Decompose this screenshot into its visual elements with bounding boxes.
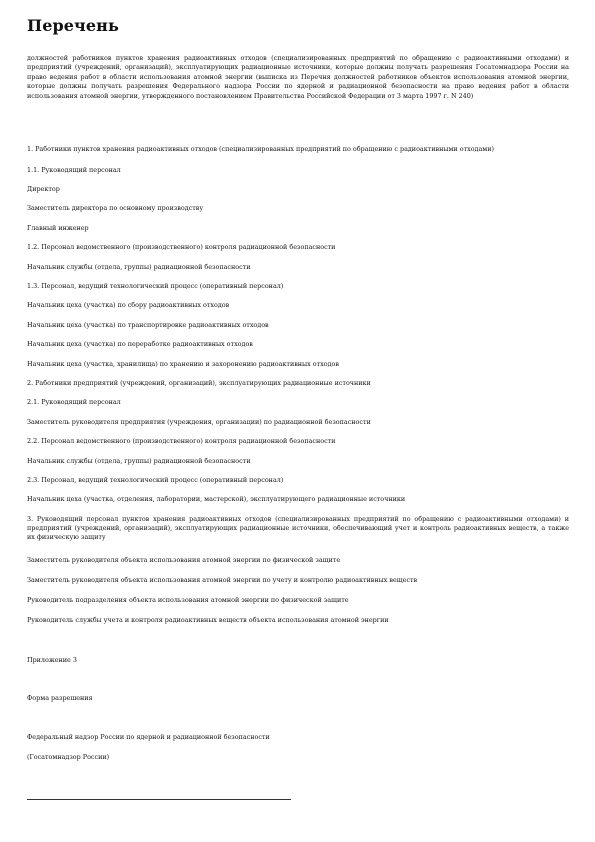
document-intro: должностей работников пунктов хранения радиоактивных отходов (специализированных предприятий по обращению с радиоактивными отходами) и предприятий (учреждений, организаций), эксплуатирующих радиационные источники, которые должны получать разрешения Госатомнадзора России на право ведения работ в области использования атомной энергии (выписка из Перечня должностей работников объектов использования атомной энергии, которые должны получать разрешения Федерального надзора России по ядерной и радиационной безопасности на право ведения работ в области использования атомной энергии, утвержденного постановлением Правительства Российской Федерации от 3 марта 1997 г. N 240) bbox=[27, 54, 569, 100]
subsection-heading: 2.3. Персонал, ведущий технологический процесс (оперативный персонал) bbox=[27, 476, 284, 484]
position-item: Заместитель директора по основному производству bbox=[27, 204, 204, 212]
subsection-heading: 1.2. Персонал ведомственного (производственного) контроля радиационной безопасности bbox=[27, 243, 336, 251]
subsection-heading: 2.2. Персонал ведомственного (производственного) контроля радиационной безопасности bbox=[27, 437, 336, 445]
signature-line bbox=[27, 799, 291, 800]
position-item: Начальник цеха (участка) по сбору радиоактивных отходов bbox=[27, 301, 230, 309]
subsection-heading: 1.1. Руководящий персонал bbox=[27, 166, 121, 174]
subsection-heading: 1.3. Персонал, ведущий технологический процесс (оперативный персонал) bbox=[27, 282, 284, 290]
position-item: Начальник службы (отдела, группы) радиационной безопасности bbox=[27, 457, 251, 465]
issuing-authority: Федеральный надзор России по ядерной и радиационной безопасности bbox=[27, 733, 270, 741]
position-item: Директор bbox=[27, 185, 60, 193]
section-heading: 1. Работники пунктов хранения радиоактивных отходов (специализированных предприятий по обращению с радиоактивными отходами) bbox=[27, 145, 495, 153]
section-heading: 3. Руководящий персонал пунктов хранения радиоактивных отходов (специализированных предприятий по обращению с радиоактивными отходами) и предприятий (учреждений, организаций), эксплуатирующих радиационные источники, обеспечивающий учет и контроль радиоактивных веществ, а также их физическую защиту bbox=[27, 515, 569, 541]
position-item: Начальник цеха (участка, отделения, лаборатории, мастерской), эксплуатирующего радиационные источники bbox=[27, 495, 406, 503]
section-heading: 2. Работники предприятий (учреждений, организаций), эксплуатирующих радиационные источники bbox=[27, 379, 371, 387]
issuing-authority-short: (Госатомнадзор России) bbox=[27, 753, 110, 761]
position-item: Начальник цеха (участка) по переработке радиоактивных отходов bbox=[27, 340, 253, 348]
position-item: Руководитель службы учета и контроля радиоактивных веществ объекта использования атомной энергии bbox=[27, 616, 389, 624]
appendix-label: Приложение 3 bbox=[27, 656, 77, 664]
document-title: Перечень bbox=[27, 16, 119, 35]
position-item: Начальник цеха (участка) по транспортировке радиоактивных отходов bbox=[27, 321, 269, 329]
subsection-heading: 2.1. Руководящий персонал bbox=[27, 398, 121, 406]
position-item: Заместитель руководителя предприятия (учреждения, организации) по радиационной безопасности bbox=[27, 418, 371, 426]
position-item: Руководитель подразделения объекта использования атомной энергии по физической защите bbox=[27, 596, 349, 604]
position-item: Начальник цеха (участка, хранилища) по хранению и захоронению радиоактивных отходов bbox=[27, 360, 339, 368]
position-item: Начальник службы (отдела, группы) радиационной безопасности bbox=[27, 263, 251, 271]
position-item: Заместитель руководителя объекта использования атомной энергии по физической защите bbox=[27, 556, 341, 564]
position-item: Заместитель руководителя объекта использования атомной энергии по учету и контролю радиоактивных веществ bbox=[27, 576, 418, 584]
form-title: Форма разрешения bbox=[27, 694, 93, 702]
position-item: Главный инженер bbox=[27, 224, 89, 232]
